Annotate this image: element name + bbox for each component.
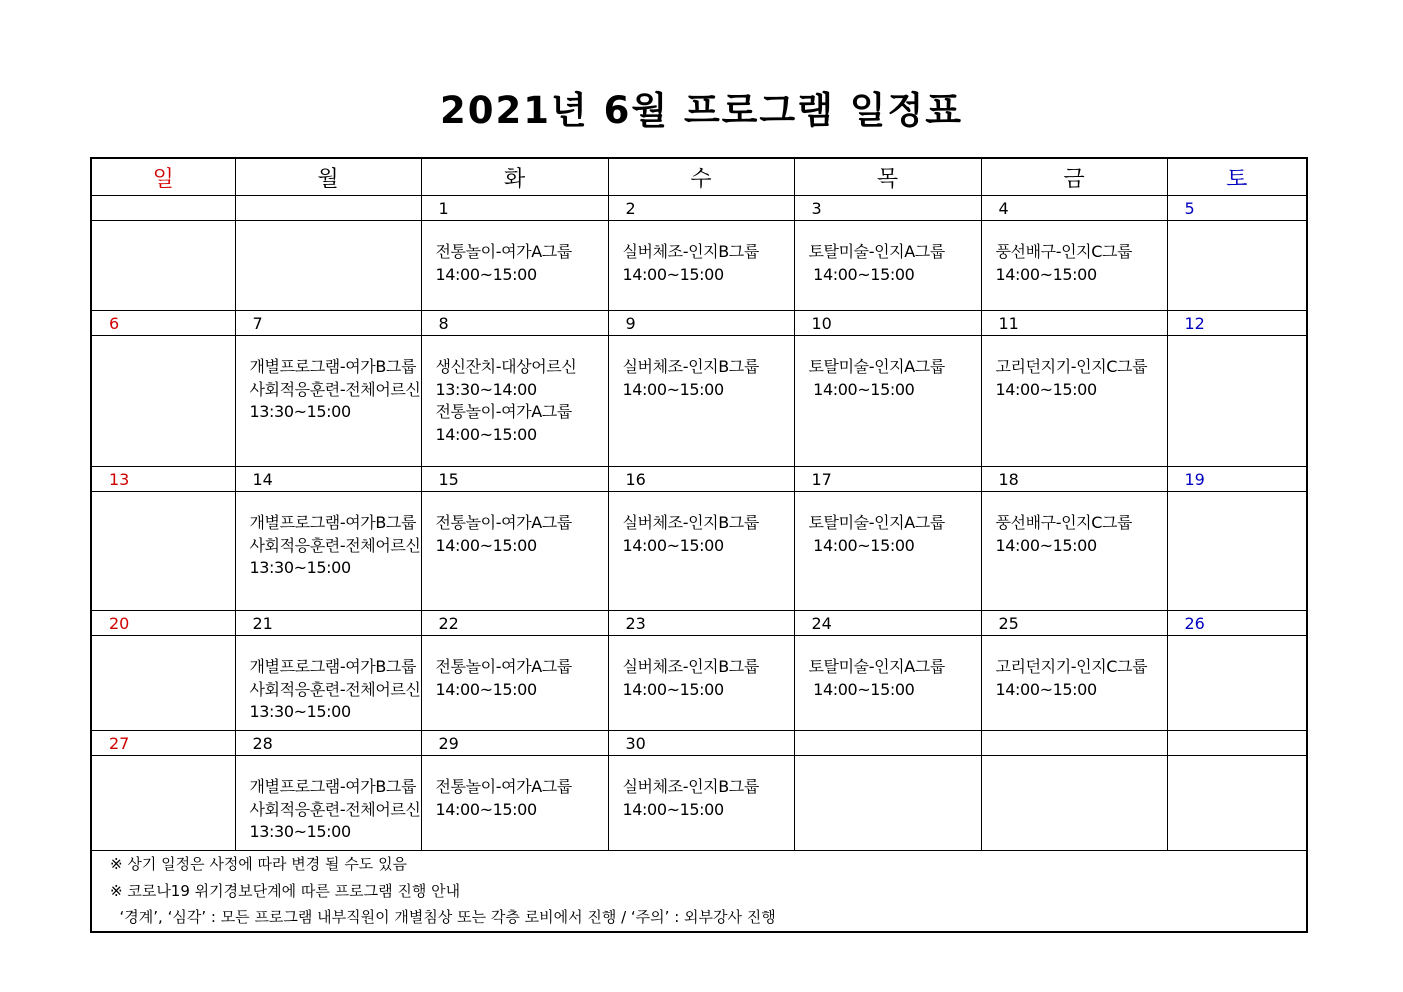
weekday-header-sat: 토 [1167, 158, 1307, 196]
date-number-fri: 18 [981, 467, 1167, 492]
event-line: 전통놀이-여가A그룹 [435, 242, 572, 261]
day-cell-sun [91, 336, 235, 467]
day-cell-fri [981, 336, 1167, 467]
day-cell-sat [1167, 221, 1307, 311]
event-line: 실버체조-인지B그룹 [622, 657, 759, 676]
event-line: 13:30~15:00 [249, 558, 351, 577]
date-number-thu: 10 [794, 311, 981, 336]
day-cell-mon [235, 492, 421, 611]
date-number-wed: 16 [608, 467, 794, 492]
day-cell-sun [91, 221, 235, 311]
program-schedule-table [90, 157, 1308, 933]
events-row [91, 756, 1307, 851]
event-line: 실버체조-인지B그룹 [622, 357, 759, 376]
event-line: 13:30~15:00 [249, 402, 351, 421]
event-line: 14:00~15:00 [995, 379, 1097, 399]
date-row [91, 311, 1307, 336]
event-line: 14:00~15:00 [808, 379, 915, 399]
weekday-header-thu: 목 [794, 158, 981, 196]
day-cell-thu [794, 756, 981, 851]
date-number-sun: 13 [91, 467, 235, 492]
event-line: 사회적응훈련-전체어르신 [249, 799, 421, 819]
event-line: 실버체조-인지B그룹 [622, 242, 759, 261]
day-cell-sat [1167, 636, 1307, 731]
date-number-tue: 15 [421, 467, 608, 492]
date-number-mon: 14 [235, 467, 421, 492]
date-number-tue: 1 [421, 196, 608, 221]
event-line: 전통놀이-여가A그룹 [435, 402, 572, 421]
day-cell-thu [794, 492, 981, 611]
event-line: 개별프로그램-여가B그룹 [249, 777, 417, 796]
date-number-thu [794, 731, 981, 756]
event-line: 14:00~15:00 [808, 535, 915, 555]
event-line: 개별프로그램-여가B그룹 [249, 357, 417, 376]
event-line: 고리던지기-인지C그룹 [995, 357, 1148, 376]
event-line: 14:00~15:00 [435, 535, 537, 555]
day-cell-wed [608, 756, 794, 851]
date-number-tue: 8 [421, 311, 608, 336]
day-cell-wed [608, 636, 794, 731]
day-cell-tue [421, 336, 608, 467]
date-row [91, 467, 1307, 492]
date-number-mon: 21 [235, 611, 421, 636]
day-cell-mon [235, 756, 421, 851]
event-line: 14:00~15:00 [622, 799, 724, 819]
date-number-fri: 11 [981, 311, 1167, 336]
event-line: 사회적응훈련-전체어르신 [249, 379, 421, 399]
event-line: 토탈미술-인지A그룹 [808, 513, 945, 532]
event-line: 실버체조-인지B그룹 [622, 513, 759, 532]
event-line: 사회적응훈련-전체어르신 [249, 535, 421, 555]
event-line: 토탈미술-인지A그룹 [808, 242, 945, 261]
day-cell-wed [608, 221, 794, 311]
date-number-mon: 28 [235, 731, 421, 756]
day-cell-sun [91, 756, 235, 851]
day-cell-fri [981, 492, 1167, 611]
day-cell-sat [1167, 492, 1307, 611]
event-line: 개별프로그램-여가B그룹 [249, 657, 417, 676]
event-line: 14:00~15:00 [622, 264, 724, 284]
page-title: 2021년 6월 프로그램 일정표 [439, 89, 964, 132]
day-cell-mon [235, 636, 421, 731]
events-row [91, 221, 1307, 311]
day-cell-sun [91, 636, 235, 731]
date-number-thu: 24 [794, 611, 981, 636]
event-line: 사회적응훈련-전체어르신 [249, 679, 421, 699]
weekday-header-row [91, 158, 1307, 196]
event-line: 14:00~15:00 [622, 679, 724, 699]
weekday-header-mon: 월 [235, 158, 421, 196]
event-line: 풍선배구-인지C그룹 [995, 242, 1133, 261]
events-row [91, 336, 1307, 467]
date-number-sat: 26 [1167, 611, 1307, 636]
event-line: 14:00~15:00 [622, 379, 724, 399]
note-line: ※ 상기 일정은 사정에 따라 변경 될 수도 있음 [110, 855, 408, 873]
event-line: 13:30~15:00 [249, 822, 351, 841]
event-line: 전통놀이-여가A그룹 [435, 777, 572, 796]
date-number-sun: 27 [91, 731, 235, 756]
date-number-sun: 6 [91, 311, 235, 336]
day-cell-tue [421, 756, 608, 851]
event-line: 14:00~15:00 [808, 264, 915, 284]
day-cell-sat [1167, 336, 1307, 467]
events-row [91, 636, 1307, 731]
date-number-wed: 9 [608, 311, 794, 336]
date-number-mon [235, 196, 421, 221]
weekday-header-tue: 화 [421, 158, 608, 196]
weekday-header-wed: 수 [608, 158, 794, 196]
event-line: 14:00~15:00 [622, 535, 724, 555]
day-cell-fri [981, 756, 1167, 851]
date-number-tue: 22 [421, 611, 608, 636]
day-cell-fri [981, 221, 1167, 311]
event-line: 전통놀이-여가A그룹 [435, 513, 572, 532]
event-line: 고리던지기-인지C그룹 [995, 657, 1148, 676]
event-line: 토탈미술-인지A그룹 [808, 357, 945, 376]
date-number-fri: 4 [981, 196, 1167, 221]
event-line: 14:00~15:00 [435, 264, 537, 284]
date-number-wed: 23 [608, 611, 794, 636]
event-line: 개별프로그램-여가B그룹 [249, 513, 417, 532]
day-cell-tue [421, 492, 608, 611]
date-number-sat [1167, 731, 1307, 756]
date-row [91, 196, 1307, 221]
event-line: 14:00~15:00 [808, 679, 915, 699]
date-row [91, 611, 1307, 636]
day-cell-fri [981, 636, 1167, 731]
event-line: 풍선배구-인지C그룹 [995, 513, 1133, 532]
weekday-header-fri: 금 [981, 158, 1167, 196]
event-line: 14:00~15:00 [435, 679, 537, 699]
day-cell-thu [794, 336, 981, 467]
note-line: ※ 코로나19 위기경보단계에 따른 프로그램 진행 안내 [110, 881, 461, 900]
day-cell-sat [1167, 756, 1307, 851]
date-number-sat: 5 [1167, 196, 1307, 221]
event-line: 13:30~15:00 [249, 702, 351, 721]
date-number-fri [981, 731, 1167, 756]
note-line: ‘경계’, ‘심각’ : 모든 프로그램 내부직원이 개별침상 또는 각층 로비에서 진행 / ‘주의’ : 외부강사 진행 [110, 908, 776, 926]
date-number-tue: 29 [421, 731, 608, 756]
date-number-thu: 17 [794, 467, 981, 492]
date-number-wed: 30 [608, 731, 794, 756]
date-number-sun [91, 196, 235, 221]
date-number-sat: 19 [1167, 467, 1307, 492]
day-cell-tue [421, 636, 608, 731]
day-cell-wed [608, 492, 794, 611]
event-line: 실버체조-인지B그룹 [622, 777, 759, 796]
date-number-thu: 3 [794, 196, 981, 221]
date-number-sun: 20 [91, 611, 235, 636]
event-line: 14:00~15:00 [435, 424, 537, 444]
event-line: 14:00~15:00 [435, 799, 537, 819]
weekday-header-sun: 일 [91, 158, 235, 196]
notes-cell [91, 851, 1307, 932]
day-cell-sun [91, 492, 235, 611]
day-cell-tue [421, 221, 608, 311]
date-number-fri: 25 [981, 611, 1167, 636]
date-row [91, 731, 1307, 756]
day-cell-thu [794, 636, 981, 731]
date-number-sat: 12 [1167, 311, 1307, 336]
day-cell-wed [608, 336, 794, 467]
day-cell-mon [235, 221, 421, 311]
date-number-wed: 2 [608, 196, 794, 221]
event-line: 14:00~15:00 [995, 264, 1097, 284]
day-cell-mon [235, 336, 421, 467]
event-line: 14:00~15:00 [995, 679, 1097, 699]
event-line: 14:00~15:00 [995, 535, 1097, 555]
event-line: 토탈미술-인지A그룹 [808, 657, 945, 676]
notes-row [91, 851, 1307, 932]
event-line: 생신잔치-대상어르신 [435, 357, 577, 376]
event-line: 13:30~14:00 [435, 379, 537, 399]
events-row [91, 492, 1307, 611]
date-number-mon: 7 [235, 311, 421, 336]
day-cell-thu [794, 221, 981, 311]
event-line: 전통놀이-여가A그룹 [435, 657, 572, 676]
